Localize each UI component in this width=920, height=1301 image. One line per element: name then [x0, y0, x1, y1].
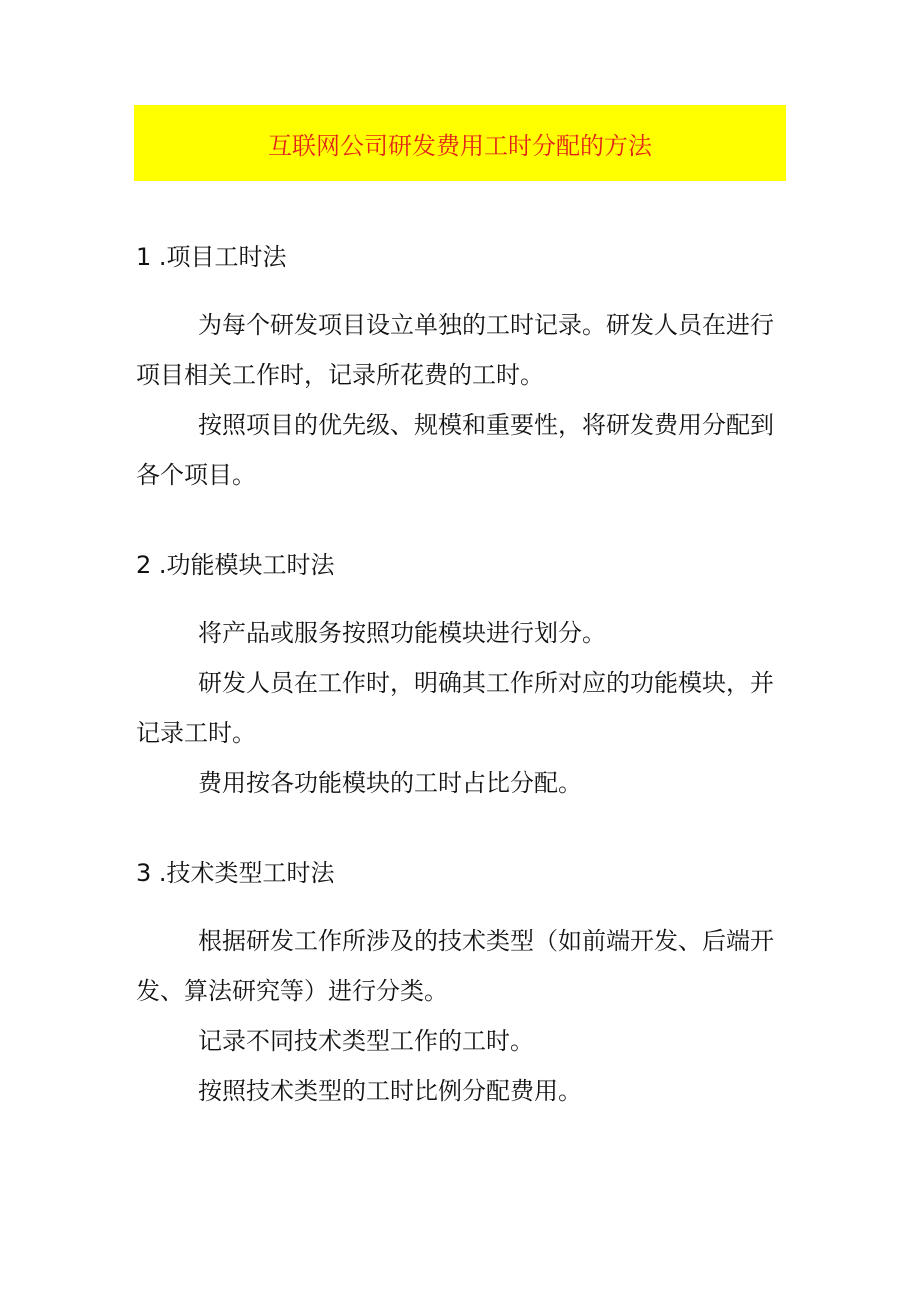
- document-title: 互联网公司研发费用工时分配的方法: [268, 131, 652, 160]
- paragraph: 记录不同技术类型工作的工时。: [198, 1027, 534, 1055]
- section-tech-type-hours: [136, 848, 788, 1116]
- section-module-hours: [136, 540, 788, 808]
- paragraph: 研发人员在工作时，明确其工作所对应的功能模块，并记录工时。: [136, 669, 774, 747]
- paragraph: 按照项目的优先级、规模和重要性，将研发费用分配到各个项目。: [136, 411, 774, 489]
- paragraph: 根据研发工作所涉及的技术类型（如前端开发、后端开发、算法研究等）进行分类。: [136, 927, 774, 1005]
- section-heading: 2 .功能模块工时法: [136, 551, 335, 579]
- section-heading: 1 .项目工时法: [136, 243, 287, 271]
- document-body: [136, 232, 788, 1116]
- title-banner: [134, 105, 786, 181]
- paragraph: 为每个研发项目设立单独的工时记录。研发人员在进行项目相关工作时，记录所花费的工时。: [136, 311, 774, 389]
- paragraph: 将产品或服务按照功能模块进行划分。: [198, 619, 606, 647]
- paragraph: 费用按各功能模块的工时占比分配。: [198, 769, 582, 797]
- section-project-hours: [136, 232, 788, 500]
- section-heading: 3 .技术类型工时法: [136, 859, 335, 887]
- paragraph: 按照技术类型的工时比例分配费用。: [198, 1077, 582, 1105]
